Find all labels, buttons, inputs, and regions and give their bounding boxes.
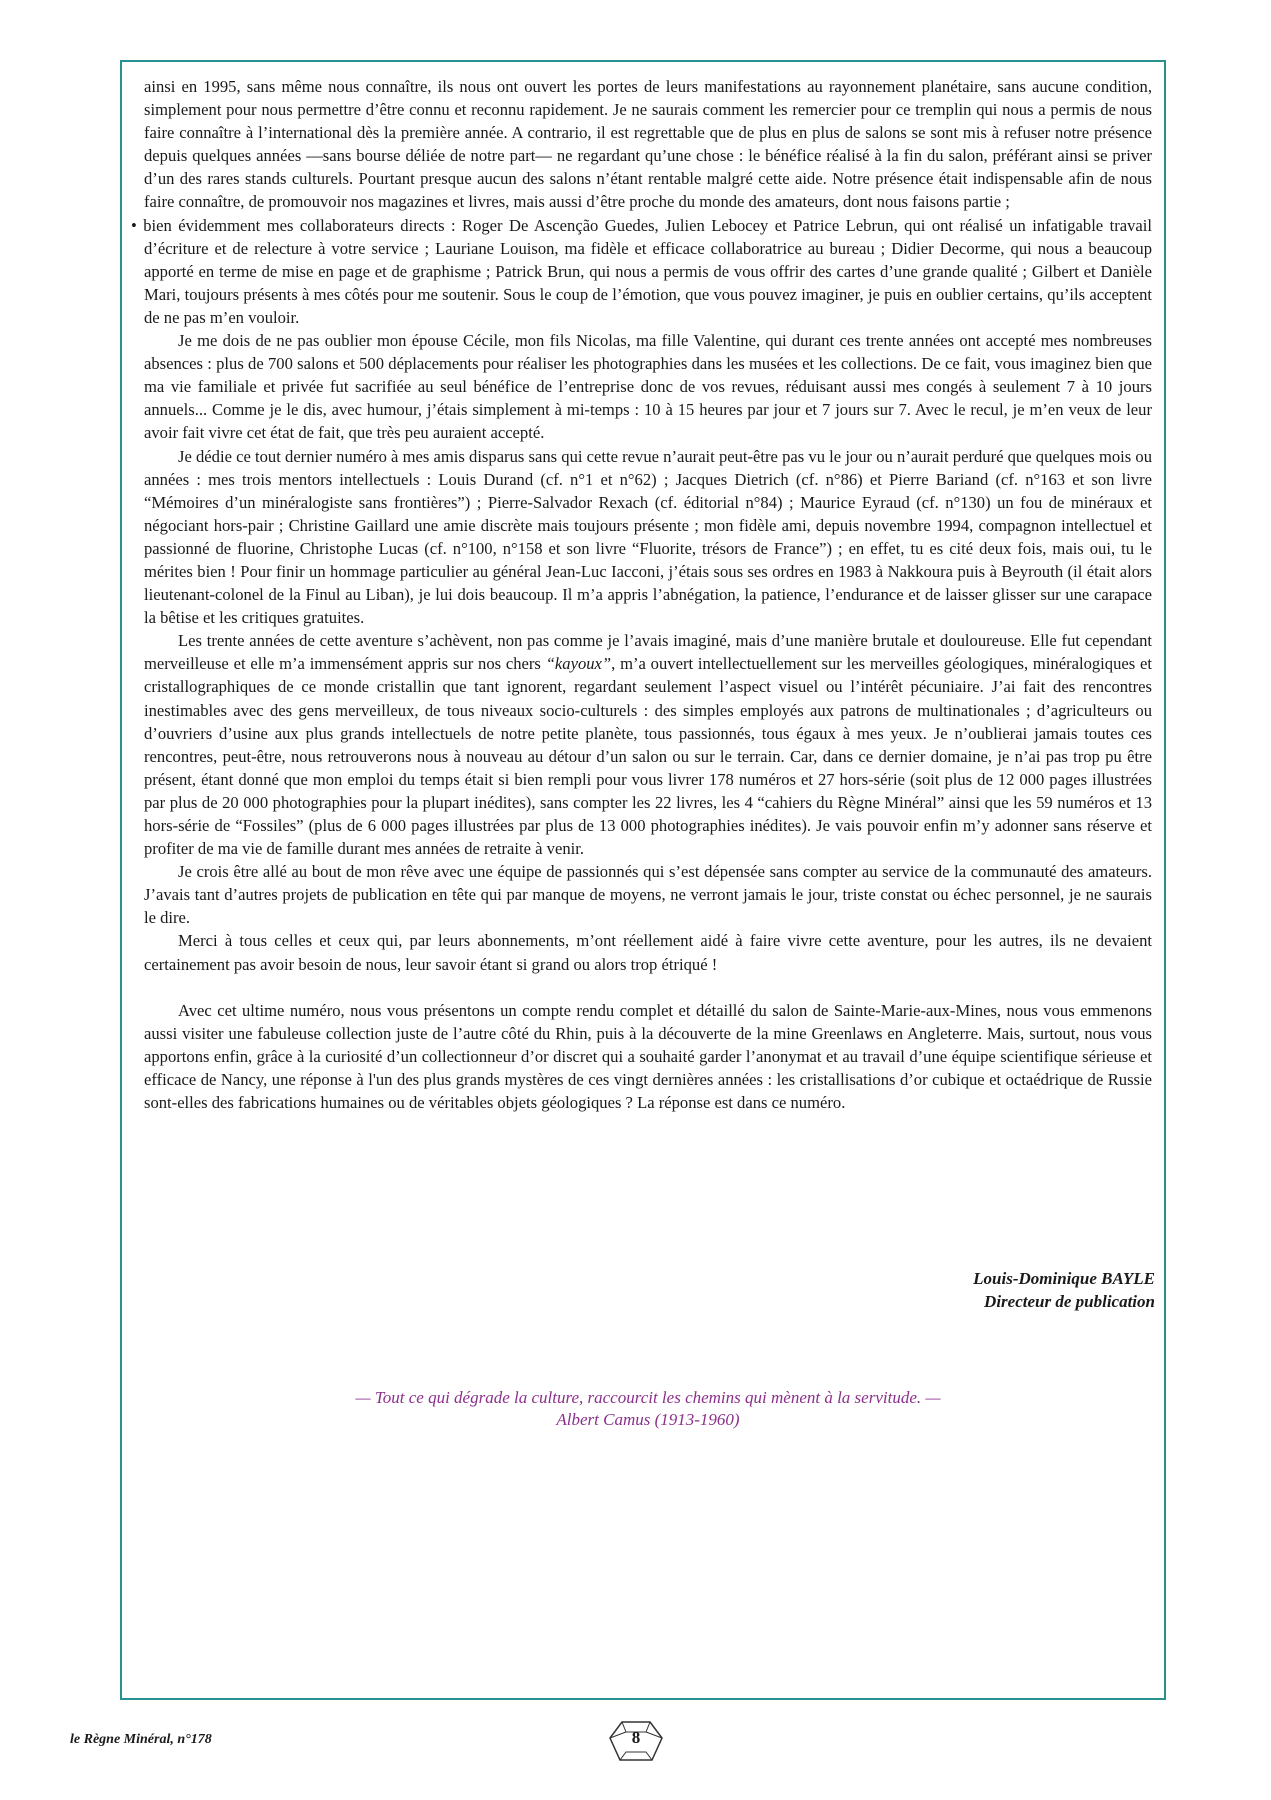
thirty-years-part-2: , m’a ouvert intellectuellement sur les merveilles géologiques, minéralogiques et cristallographiques de ce monde cristallin que tant ignorent, regardant seulement l’aspect visuel ou l’intérêt pécuniaire. J’ai fait des rencontres inestimables avec des gens merveilleux, de tous niveaux socio-culturels : des simples employés aux patrons de multinationales ; d’agriculteurs ou d’ouvriers d’usine aux plus grands intellectuels de notre petite planète, tous passionnés, tous égaux à mes yeux. Je n’oublierai jamais toutes ces rencontres, peut-être, nous retrouverons nous à nouveau au détour d’un salon ou sur le terrain. Car, dans ce dernier domaine, je n’ai pas trop pu être présent, étant donné que mon emploi du temps était si bien rempli pour vous livrer 178 numéros et 27 hors-série (soit plus de 12 000 pages illustrées par plus de 20 000 photographies pour la plupart inédites), sans compter les 22 livres, les 4 “cahiers du Règne Minéral” ainsi que les 59 numéros et 13 hors-série de “Fossiles” (plus de 6 000 pages illustrées par plus de 13 000 photographies inédites). Je vais pouvoir enfin m’y adonner sans réserve et profiter de ma vie de famille durant mes années de retraite à venir.: [144, 654, 1152, 859]
quote-author: Albert Camus (1913-1960): [556, 1410, 740, 1429]
paragraph-thanks: Merci à tous celles et ceux qui, par leurs abonnements, m’ont réellement aidé à faire vivre cette aventure, pour les autres, ils ne devaient certainement pas avoir besoin de nous, leur savoir étant si grand ou alors trop étriqué !: [144, 931, 1152, 974]
page-number-badge: [608, 1718, 664, 1764]
paragraph-dedication: Je dédie ce tout dernier numéro à mes amis disparus sans qui cette revue n’aurait peut-être pas vu le jour ou n’aurait perduré que quelques mois ou années : mes trois mentors intellectuels : Louis Durand (cf. n°1 et n°62) ; Jacques Dietrich (cf. n°86) et Pierre Bariand (cf. n°163 et son livre “Mémoires d’un minéralogiste sans frontières”) ; Pierre-Salvador Rexach (cf. éditorial n°84) ; Maurice Eyraud (cf. n°130) un fou de minéraux et négociant hors-pair ; Christine Gaillard une amie discrète mais toujours présente ; mon fidèle ami, depuis novembre 1994, compagnon intellectuel et passionné de fluorine, Christophe Lucas (cf. n°100, n°158 et son livre “Fluorite, trésors de France”) ; en effet, tu es cité deux fois, mais oui, tu le mérites bien ! Pour finir un hommage particulier au général Jean-Luc Iacconi, j’étais sous ses ordres en 1983 à Nakkoura puis à Beyrouth (il était alors lieutenant-colonel de la Finul au Liban), je lui dois beaucoup. Il m’a appris l’abnégation, la patience, l’endurance et de laisser glisser sur une carapace la bêtise et les critiques gratuites.: [144, 446, 1152, 628]
journal-title: le Règne Minéral, n°178: [70, 1732, 212, 1747]
signature-block: [973, 1267, 1155, 1313]
paragraph-thirty-years: [144, 629, 1152, 860]
paragraph-gap: [144, 976, 1152, 999]
quote-text: — Tout ce qui dégrade la culture, raccourcit les chemins qui mènent à la servitude. —: [355, 1388, 941, 1407]
signature-name: Louis-Dominique BAYLE: [973, 1269, 1155, 1288]
kayoux-term: “kayoux”: [545, 654, 612, 674]
paragraph-issue-contents: Avec cet ultime numéro, nous vous présentons un compte rendu complet et détaillé du salon de Sainte-Marie-aux-Mines, nous vous emmenons aussi visiter une fabuleuse collection juste de l’autre côté du Rhin, puis à la découverte de la mine Greenlaws en Angleterre. Mais, surtout, nous vous apportons enfin, grâce à la curiosité d’un collectionneur d’or discret qui a souhaité garder l’anonymat et au travail d’une équipe scientifique sérieuse et efficace de Nancy, une réponse à l'un des plus grands mystères de ces vingt dernières années : les cristallisations d’or cubique et octaédrique de Russie sont-elles des fabrications humaines ou de véritables objets géologiques ? La réponse est dans ce numéro.: [144, 1000, 1152, 1113]
paragraph-collaborators: [131, 214, 1152, 329]
thirty-years-part-1: Les trente années de cette aventure s’achèvent, non pas comme je l’avais imaginé, mais d’une manière brutale et douloureuse. Elle fut cependant merveilleuse et elle m’a immensément appris sur nos chers: [144, 631, 1152, 674]
collaborators-text: • bien évidemment mes collaborateurs directs : Roger De Ascenção Guedes, Julien Lebocey et Patrice Lebrun, qui ont réalisé un infatigable travail d’écriture et de relecture à votre service ; Lauriane Louison, ma fidèle et efficace collaboratrice au bureau ; Didier Decorme, qui nous a beaucoup apporté en terme de mise en page et de graphisme ; Patrick Brun, qui nous a permis de vous offrir des cartes d’une grande qualité ; Gilbert et Danièle Mari, toujours présents à mes côtés pour me soutenir. Sous le coup de l’émotion, que vous pouvez imaginer, je puis en oublier certains, qu’ils acceptent de ne pas m’en vouloir.: [131, 215, 1152, 327]
page-number: 8: [631, 1728, 641, 1747]
paragraph-salons: ainsi en 1995, sans même nous connaître, ils nous ont ouvert les portes de leurs manifestations au rayonnement planétaire, sans aucune condition, simplement pour nous permettre d’être connu et reconnu rapidement. Je ne saurais comment les remercier pour ce tremplin qui nous a permis de nous faire connaître à l’international dès la première année. A contrario, il est regrettable que de plus en plus de salons se sont mis à refuser notre présence depuis quelques années —sans bourse déliée de notre part— ne regardant qu’une chose : le bénéfice réalisé à la fin du salon, préférant ainsi se priver d’un des rares stands culturels. Pourtant presque aucun des salons n’étant rentable malgré cette aide. Notre présence était indispensable afin de nous faire connaître, de promouvoir nos magazines et livres, mais aussi d’être proche du monde des amateurs, dont nous faisons partie ;: [144, 77, 1152, 212]
signature-role: Directeur de publication: [984, 1292, 1155, 1311]
editorial-text: [131, 75, 1152, 1114]
quote-block: [144, 1387, 1152, 1431]
paragraph-family: Je me dois de ne pas oublier mon épouse Cécile, mon fils Nicolas, ma fille Valentine, qui durant ces trente années ont accepté mes nombreuses absences : plus de 700 salons et 500 déplacements pour réaliser les photographies dans les musées et les collections. De ce fait, vous imaginez bien que ma vie familiale et privée fut sacrifiée au seul bénéfice de l’entreprise donc de vos revues, réduisant aussi mes congés à seulement 7 à 10 jours annuels... Comme je le dis, avec humour, j’étais simplement à mi-temps : 10 à 15 heures par jour et 7 jours sur 7. Avec le recul, je m’en veux de leur avoir fait vivre cet état de fait, que très peu auraient accepté.: [144, 331, 1152, 443]
paragraph-dream: Je crois être allé au bout de mon rêve avec une équipe de passionnés qui s’est dépensée sans compter au service de la communauté des amateurs. J’avais tant d’autres projets de publication en tête qui par manque de moyens, ne verront jamais le jour, triste constat ou échec personnel, je ne saurais le dire.: [144, 862, 1152, 928]
